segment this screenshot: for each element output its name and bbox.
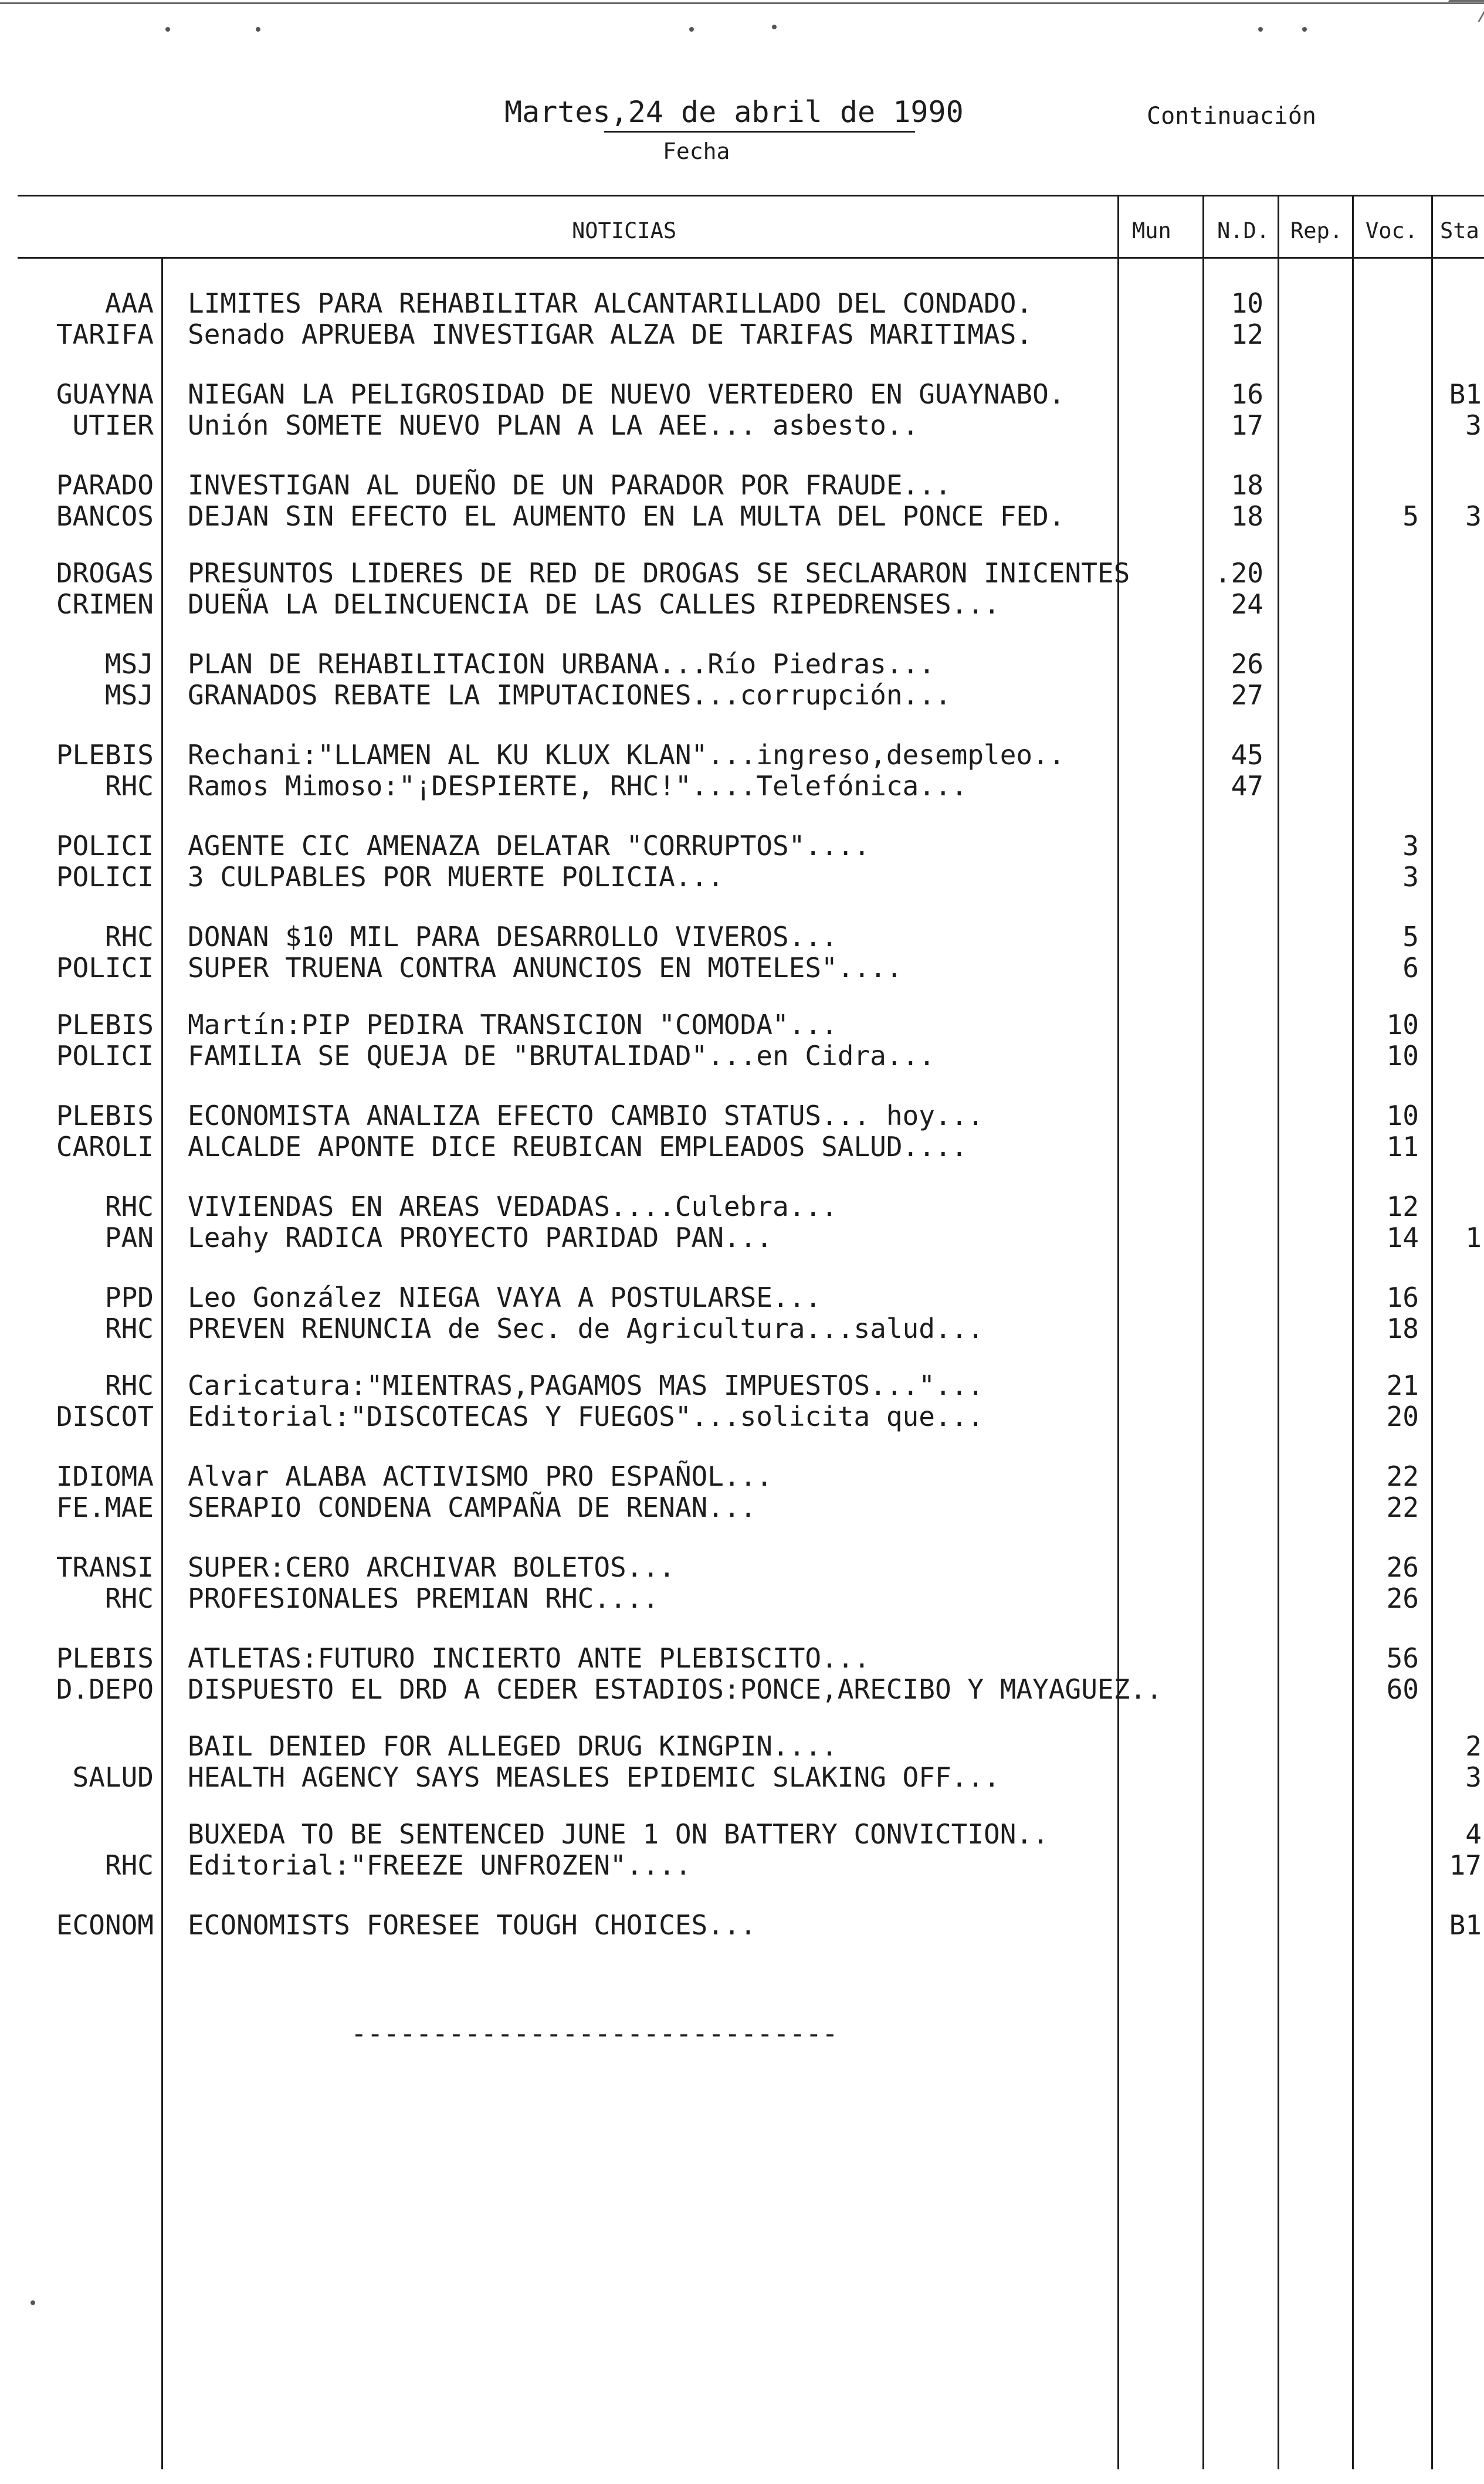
row-headline: SUPER TRUENA CONTRA ANUNCIOS EN MOTELES".... xyxy=(188,952,903,984)
row-headline: 3 CULPABLES POR MUERTE POLICIA... xyxy=(188,861,724,893)
row-headline: VIVIENDAS EN AREAS VEDADAS....Culebra... xyxy=(188,1191,838,1222)
row-headline: Editorial:"FREEZE UNFROZEN".... xyxy=(188,1849,692,1881)
row-headline: PLAN DE REHABILITACION URBANA...Río Piedras... xyxy=(188,648,935,680)
row-sta-page: 17 xyxy=(1449,1849,1482,1881)
row-headline: Leahy RADICA PROYECTO PARIDAD PAN... xyxy=(188,1222,773,1253)
row-category: PAN xyxy=(104,1222,154,1253)
speck xyxy=(1258,27,1263,32)
row-category: RHC xyxy=(104,1849,154,1881)
row-voc-page: 12 xyxy=(1386,1191,1419,1222)
row-category: TRANSI xyxy=(56,1551,154,1583)
row-voc-page: 20 xyxy=(1386,1401,1419,1432)
row-nd-page: 47 xyxy=(1231,770,1263,802)
date-caption: Fecha xyxy=(663,138,730,164)
column-header-nd: N.D. xyxy=(1217,218,1270,243)
news-row xyxy=(0,1551,1484,1583)
row-category: RHC xyxy=(104,770,154,802)
row-category: DROGAS xyxy=(56,557,154,589)
row-headline: PRESUNTOS LIDERES DE RED DE DROGAS SE SECLARARON INICENTES xyxy=(188,557,1130,589)
row-headline: Caricatura:"MIENTRAS,PAGAMOS MAS IMPUESTOS..."... xyxy=(188,1370,984,1401)
row-sta-page: 4 xyxy=(1465,1818,1482,1850)
row-voc-page: 60 xyxy=(1386,1673,1419,1705)
news-row xyxy=(0,1282,1484,1313)
row-headline: SERAPIO CONDENA CAMPAÑA DE RENAN... xyxy=(188,1492,757,1523)
row-headline: ALCALDE APONTE DICE REUBICAN EMPLEADOS SALUD.... xyxy=(188,1131,968,1163)
column-header-rep: Rep. xyxy=(1290,218,1343,243)
row-sta-page: 1 xyxy=(1465,1222,1482,1253)
news-row xyxy=(0,770,1484,802)
row-category: POLICI xyxy=(56,861,154,893)
row-headline: PREVEN RENUNCIA de Sec. de Agricultura...salud... xyxy=(188,1313,984,1344)
row-headline: BUXEDA TO BE SENTENCED JUNE 1 ON BATTERY CONVICTION.. xyxy=(188,1818,1049,1850)
row-sta-page: 3 xyxy=(1465,409,1482,441)
row-category: CAROLI xyxy=(56,1131,154,1163)
news-row xyxy=(0,1909,1484,1941)
row-voc-page: 18 xyxy=(1386,1313,1419,1344)
row-voc-page: 6 xyxy=(1402,952,1419,984)
row-category: PLEBIS xyxy=(56,1009,154,1041)
row-sta-page: 2 xyxy=(1465,1730,1482,1762)
row-category: RHC xyxy=(104,921,154,953)
row-sta-page: 3 xyxy=(1465,500,1482,532)
row-category: PARADO xyxy=(56,469,154,501)
news-row xyxy=(0,921,1484,953)
row-category: SALUD xyxy=(72,1761,154,1793)
row-category: MSJ xyxy=(104,648,154,680)
row-headline: ECONOMISTS FORESEE TOUGH CHOICES... xyxy=(188,1909,757,1941)
row-category: AAA xyxy=(104,287,154,319)
row-voc-page: 16 xyxy=(1386,1282,1419,1313)
news-row xyxy=(0,1642,1484,1674)
row-voc-page: 56 xyxy=(1386,1642,1419,1674)
news-row xyxy=(0,378,1484,410)
news-row xyxy=(0,952,1484,984)
news-row xyxy=(0,1131,1484,1163)
row-sta-page: B1 xyxy=(1449,378,1482,410)
row-headline: INVESTIGAN AL DUEÑO DE UN PARADOR POR FRAUDE... xyxy=(188,469,951,501)
row-headline: GRANADOS REBATE LA IMPUTACIONES...corrupción... xyxy=(188,679,951,711)
row-category: PLEBIS xyxy=(56,1642,154,1674)
row-category: PPD xyxy=(104,1282,154,1313)
row-headline: Unión SOMETE NUEVO PLAN A LA AEE... asbesto.. xyxy=(188,409,919,441)
news-row xyxy=(0,1222,1484,1253)
row-nd-page: 17 xyxy=(1231,409,1263,441)
news-row xyxy=(0,830,1484,862)
row-category: ECONOM xyxy=(56,1909,154,1941)
row-sta-page: B1 xyxy=(1449,1909,1482,1941)
news-row xyxy=(0,1009,1484,1041)
row-category: TARIFA xyxy=(56,318,154,350)
row-headline: FAMILIA SE QUEJA DE "BRUTALIDAD"...en Cidra... xyxy=(188,1040,935,1072)
row-headline: Senado APRUEBA INVESTIGAR ALZA DE TARIFAS MARITIMAS. xyxy=(188,318,1033,350)
row-headline: ATLETAS:FUTURO INCIERTO ANTE PLEBISCITO... xyxy=(188,1642,870,1674)
row-category: IDIOMA xyxy=(56,1460,154,1492)
speck xyxy=(772,25,777,29)
row-headline: DONAN $10 MIL PARA DESARROLLO VIVEROS... xyxy=(188,921,838,953)
speck xyxy=(1302,27,1307,32)
row-category: POLICI xyxy=(56,952,154,984)
row-category: RHC xyxy=(104,1582,154,1614)
row-category: UTIER xyxy=(72,409,154,441)
row-voc-page: 5 xyxy=(1402,500,1419,532)
row-category: FE.MAE xyxy=(56,1492,154,1523)
row-headline: Editorial:"DISCOTECAS Y FUEGOS"...solicita que... xyxy=(188,1401,984,1432)
row-category: RHC xyxy=(104,1313,154,1344)
news-row xyxy=(0,1673,1484,1705)
row-voc-page: 3 xyxy=(1402,861,1419,893)
news-row xyxy=(0,1040,1484,1072)
date-underline xyxy=(604,131,915,133)
news-row xyxy=(0,557,1484,589)
speck xyxy=(31,2300,35,2305)
news-row xyxy=(0,861,1484,893)
column-header-voc: Voc. xyxy=(1366,218,1418,243)
news-row xyxy=(0,1460,1484,1492)
row-voc-page: 26 xyxy=(1386,1582,1419,1614)
row-category: CRIMEN xyxy=(56,588,154,620)
document-date: Martes,24 de abril de 1990 xyxy=(504,95,964,129)
speck xyxy=(256,27,260,32)
row-voc-page: 26 xyxy=(1386,1551,1419,1583)
speck xyxy=(689,27,694,32)
row-voc-page: 10 xyxy=(1386,1100,1419,1131)
row-category: MSJ xyxy=(104,679,154,711)
row-voc-page: 22 xyxy=(1386,1492,1419,1523)
row-voc-page: 10 xyxy=(1386,1040,1419,1072)
row-voc-page: 21 xyxy=(1386,1370,1419,1401)
row-category: POLICI xyxy=(56,1040,154,1072)
row-nd-page: 24 xyxy=(1231,588,1263,620)
row-headline: AGENTE CIC AMENAZA DELATAR "CORRUPTOS".... xyxy=(188,830,870,862)
row-category: GUAYNA xyxy=(56,378,154,410)
continuation-label: Continuación xyxy=(1147,103,1316,130)
news-row xyxy=(0,1100,1484,1131)
row-headline: SUPER:CERO ARCHIVAR BOLETOS... xyxy=(188,1551,675,1583)
row-headline: BAIL DENIED FOR ALLEGED DRUG KINGPIN.... xyxy=(188,1730,838,1762)
row-category: DISCOT xyxy=(56,1401,154,1432)
news-row xyxy=(0,1492,1484,1523)
row-nd-page: 16 xyxy=(1231,378,1263,410)
row-nd-page: 18 xyxy=(1231,500,1263,532)
row-voc-page: 11 xyxy=(1386,1131,1419,1163)
table-header-rule xyxy=(18,257,1484,259)
row-headline: Leo González NIEGA VAYA A POSTULARSE... xyxy=(188,1282,822,1313)
row-headline: DUEÑA LA DELINCUENCIA DE LAS CALLES RIPEDRENSES... xyxy=(188,588,1000,620)
row-headline: Alvar ALABA ACTIVISMO PRO ESPAÑOL... xyxy=(188,1460,773,1492)
news-row xyxy=(0,1370,1484,1401)
news-row xyxy=(0,287,1484,319)
page-edge-line xyxy=(0,2,1484,4)
news-row xyxy=(0,1730,1484,1762)
row-headline: PROFESIONALES PREMIAN RHC.... xyxy=(188,1582,659,1614)
news-row xyxy=(0,588,1484,620)
row-nd-page: 10 xyxy=(1231,287,1263,319)
news-row xyxy=(0,1849,1484,1881)
row-category: BANCOS xyxy=(56,500,154,532)
news-row xyxy=(0,318,1484,350)
row-headline: NIEGAN LA PELIGROSIDAD DE NUEVO VERTEDERO EN GUAYNABO. xyxy=(188,378,1065,410)
news-row xyxy=(0,1582,1484,1614)
news-row xyxy=(0,648,1484,680)
news-row xyxy=(0,739,1484,771)
row-category: RHC xyxy=(104,1191,154,1222)
table-top-rule xyxy=(18,195,1484,196)
news-row xyxy=(0,1191,1484,1222)
row-headline: LIMITES PARA REHABILITAR ALCANTARILLADO DEL CONDADO. xyxy=(188,287,1033,319)
row-voc-page: 10 xyxy=(1386,1009,1419,1041)
column-header-sta: Sta xyxy=(1440,218,1479,243)
row-nd-page: 27 xyxy=(1231,679,1263,711)
row-category: RHC xyxy=(104,1370,154,1401)
news-row xyxy=(0,1818,1484,1850)
row-headline: Ramos Mimoso:"¡DESPIERTE, RHC!"....Telefónica... xyxy=(188,770,968,802)
row-category: PLEBIS xyxy=(56,739,154,771)
row-headline: Martín:PIP PEDIRA TRANSICION "COMODA"... xyxy=(188,1009,838,1041)
row-nd-page: 18 xyxy=(1231,469,1263,501)
row-voc-page: 22 xyxy=(1386,1460,1419,1492)
column-header-mun: Mun xyxy=(1132,218,1171,243)
news-row xyxy=(0,409,1484,441)
row-category: D.DEPO xyxy=(56,1673,154,1705)
row-voc-page: 5 xyxy=(1402,921,1419,953)
news-row xyxy=(0,500,1484,532)
row-headline: DEJAN SIN EFECTO EL AUMENTO EN LA MULTA DEL PONCE FED. xyxy=(188,500,1065,532)
row-headline: DISPUESTO EL DRD A CEDER ESTADIOS:PONCE,ARECIBO Y MAYAGUEZ.. xyxy=(188,1673,1163,1705)
row-category: POLICI xyxy=(56,830,154,862)
news-row xyxy=(0,469,1484,501)
row-voc-page: 3 xyxy=(1402,830,1419,862)
row-voc-page: 14 xyxy=(1386,1222,1419,1253)
speck xyxy=(165,27,170,32)
row-category: PLEBIS xyxy=(56,1100,154,1131)
row-headline: ECONOMISTA ANALIZA EFECTO CAMBIO STATUS... hoy... xyxy=(188,1100,984,1131)
row-nd-page: 45 xyxy=(1231,739,1263,771)
end-of-list-rule: ------------------------------ xyxy=(351,2018,838,2049)
news-row xyxy=(0,679,1484,711)
row-nd-page: 26 xyxy=(1231,648,1263,680)
news-row xyxy=(0,1401,1484,1432)
row-sta-page: 3 xyxy=(1465,1761,1482,1793)
row-nd-page: 12 xyxy=(1231,318,1263,350)
row-headline: Rechani:"LLAMEN AL KU KLUX KLAN"...ingreso,desempleo.. xyxy=(188,739,1065,771)
news-row xyxy=(0,1313,1484,1344)
news-row xyxy=(0,1761,1484,1793)
row-nd-page: .20 xyxy=(1214,557,1263,589)
column-header-noticias: NOTICIAS xyxy=(572,218,677,243)
row-headline: HEALTH AGENCY SAYS MEASLES EPIDEMIC SLAKING OFF... xyxy=(188,1761,1000,1793)
